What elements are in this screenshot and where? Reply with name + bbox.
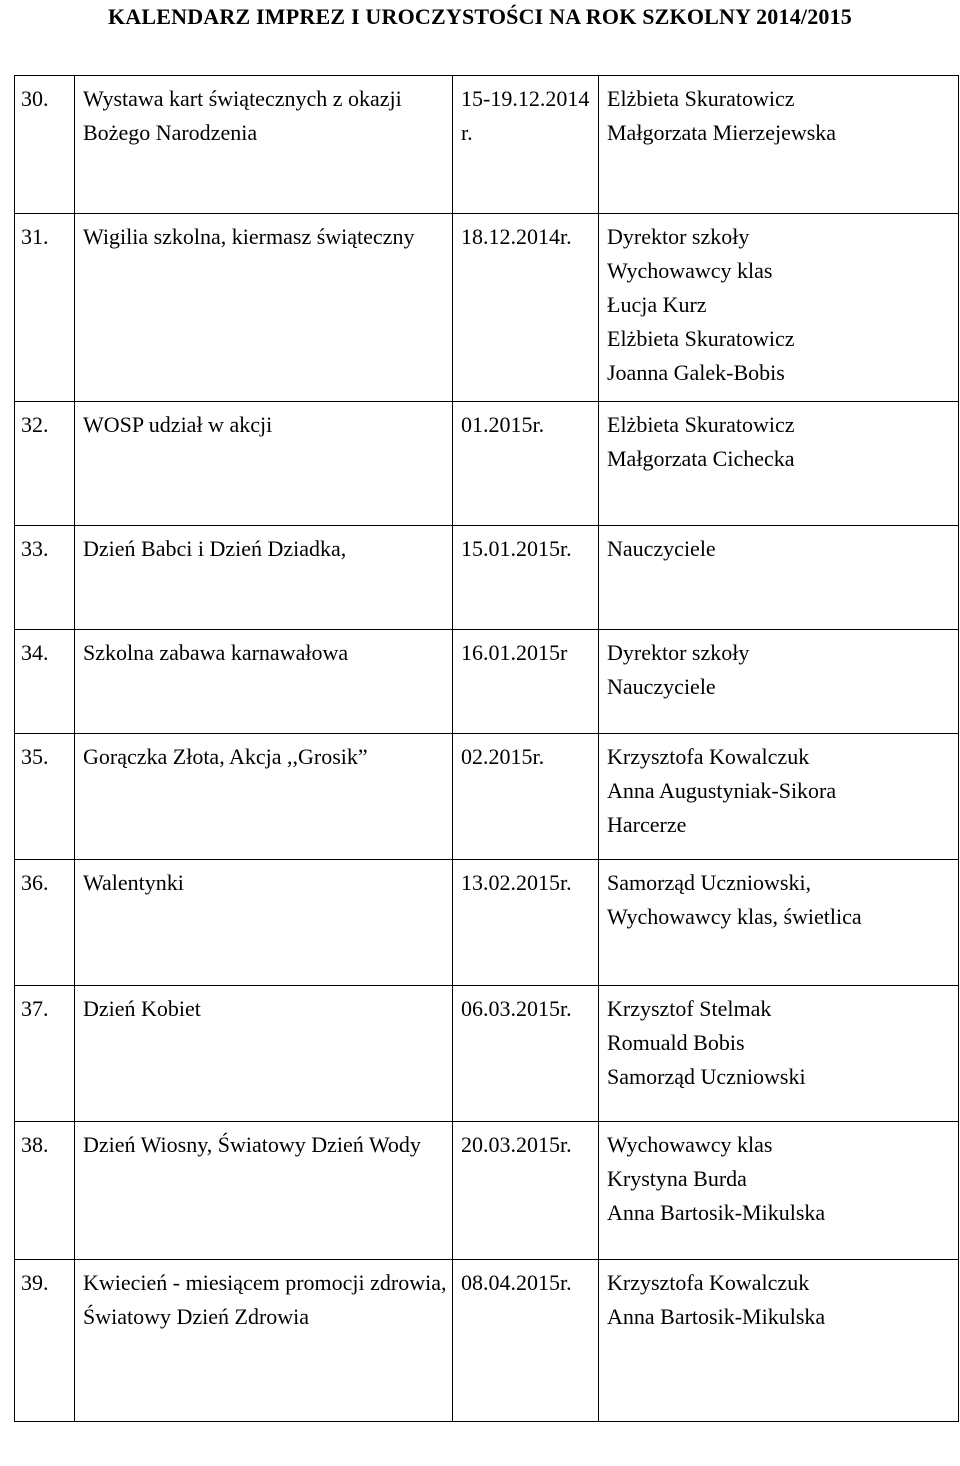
responsible-person: Nauczyciele (607, 674, 716, 699)
event-date: 02.2015r. (453, 734, 599, 860)
event-date: 16.01.2015r (453, 630, 599, 734)
responsible-person: Elżbieta Skuratowicz (607, 86, 795, 111)
responsible-person: Dyrektor szkoły (607, 224, 750, 249)
responsible-person: Dyrektor szkoły (607, 640, 750, 665)
event-date: 13.02.2015r. (453, 860, 599, 986)
responsible-people (599, 1260, 959, 1422)
responsible-person: Anna Augustyniak-Sikora (607, 778, 837, 803)
responsible-person: Małgorzata Cichecka (607, 446, 795, 471)
table-row (15, 630, 959, 734)
responsible-person: Małgorzata Mierzejewska (607, 120, 837, 145)
responsible-person: Krzysztofa Kowalczuk (607, 1270, 810, 1295)
responsible-people (599, 214, 959, 402)
event-date: 20.03.2015r. (453, 1122, 599, 1260)
event-name: Wigilia szkolna, kiermasz świąteczny (75, 214, 453, 402)
table-row (15, 734, 959, 860)
row-number: 35. (15, 734, 75, 860)
event-name: Gorączka Złota, Akcja ,,Grosik” (75, 734, 453, 860)
event-name: Wystawa kart świątecznych z okazji Bożego Narodzenia (75, 76, 453, 214)
table-row (15, 526, 959, 630)
row-number: 34. (15, 630, 75, 734)
responsible-people (599, 630, 959, 734)
responsible-person: Krzysztof Stelmak (607, 996, 772, 1021)
row-number: 37. (15, 986, 75, 1122)
responsible-people (599, 734, 959, 860)
responsible-person: Krzysztofa Kowalczuk (607, 744, 810, 769)
responsible-people (599, 76, 959, 214)
responsible-person: Łucja Kurz (607, 292, 707, 317)
table-row (15, 214, 959, 402)
responsible-person: Anna Bartosik-Mikulska (607, 1200, 826, 1225)
responsible-person: Joanna Galek-Bobis (607, 360, 785, 385)
table-row (15, 860, 959, 986)
event-name: Kwiecień - miesiącem promocji zdrowia, Światowy Dzień Zdrowia (75, 1260, 453, 1422)
responsible-person: Anna Bartosik-Mikulska (607, 1304, 826, 1329)
event-name: WOSP udział w akcji (75, 402, 453, 526)
table-row (15, 76, 959, 214)
table-row (15, 1122, 959, 1260)
responsible-person: Samorząd Uczniowski, (607, 870, 812, 895)
event-name: Dzień Kobiet (75, 986, 453, 1122)
event-date: 18.12.2014r. (453, 214, 599, 402)
table-row (15, 402, 959, 526)
event-date: 08.04.2015r. (453, 1260, 599, 1422)
row-number: 38. (15, 1122, 75, 1260)
responsible-person: Nauczyciele (607, 536, 716, 561)
events-table-body (15, 76, 959, 1422)
responsible-people (599, 402, 959, 526)
event-name: Szkolna zabawa karnawałowa (75, 630, 453, 734)
table-row (15, 1260, 959, 1422)
responsible-person: Samorząd Uczniowski (607, 1064, 806, 1089)
responsible-person: Harcerze (607, 812, 687, 837)
table-row (15, 986, 959, 1122)
responsible-people (599, 860, 959, 986)
events-table (14, 75, 959, 1422)
responsible-people (599, 526, 959, 630)
responsible-person: Wychowawcy klas (607, 1132, 773, 1157)
event-name: Dzień Babci i Dzień Dziadka, (75, 526, 453, 630)
responsible-people (599, 1122, 959, 1260)
responsible-person: Wychowawcy klas, świetlica (607, 904, 862, 929)
page-title: KALENDARZ IMPREZ I UROCZYSTOŚCI NA ROK SZKOLNY 2014/2015 (107, 4, 853, 29)
row-number: 31. (15, 214, 75, 402)
event-date: 06.03.2015r. (453, 986, 599, 1122)
row-number: 30. (15, 76, 75, 214)
responsible-person: Krystyna Burda (607, 1166, 747, 1191)
event-date: 15.01.2015r. (453, 526, 599, 630)
event-name: Dzień Wiosny, Światowy Dzień Wody (75, 1122, 453, 1260)
row-number: 32. (15, 402, 75, 526)
responsible-person: Romuald Bobis (607, 1030, 745, 1055)
row-number: 36. (15, 860, 75, 986)
row-number: 39. (15, 1260, 75, 1422)
row-number: 33. (15, 526, 75, 630)
responsible-person: Elżbieta Skuratowicz (607, 326, 795, 351)
event-date: 01.2015r. (453, 402, 599, 526)
event-date: 15-19.12.2014r. (453, 76, 599, 214)
responsible-person: Elżbieta Skuratowicz (607, 412, 795, 437)
responsible-people (599, 986, 959, 1122)
responsible-person: Wychowawcy klas (607, 258, 773, 283)
event-name: Walentynki (75, 860, 453, 986)
